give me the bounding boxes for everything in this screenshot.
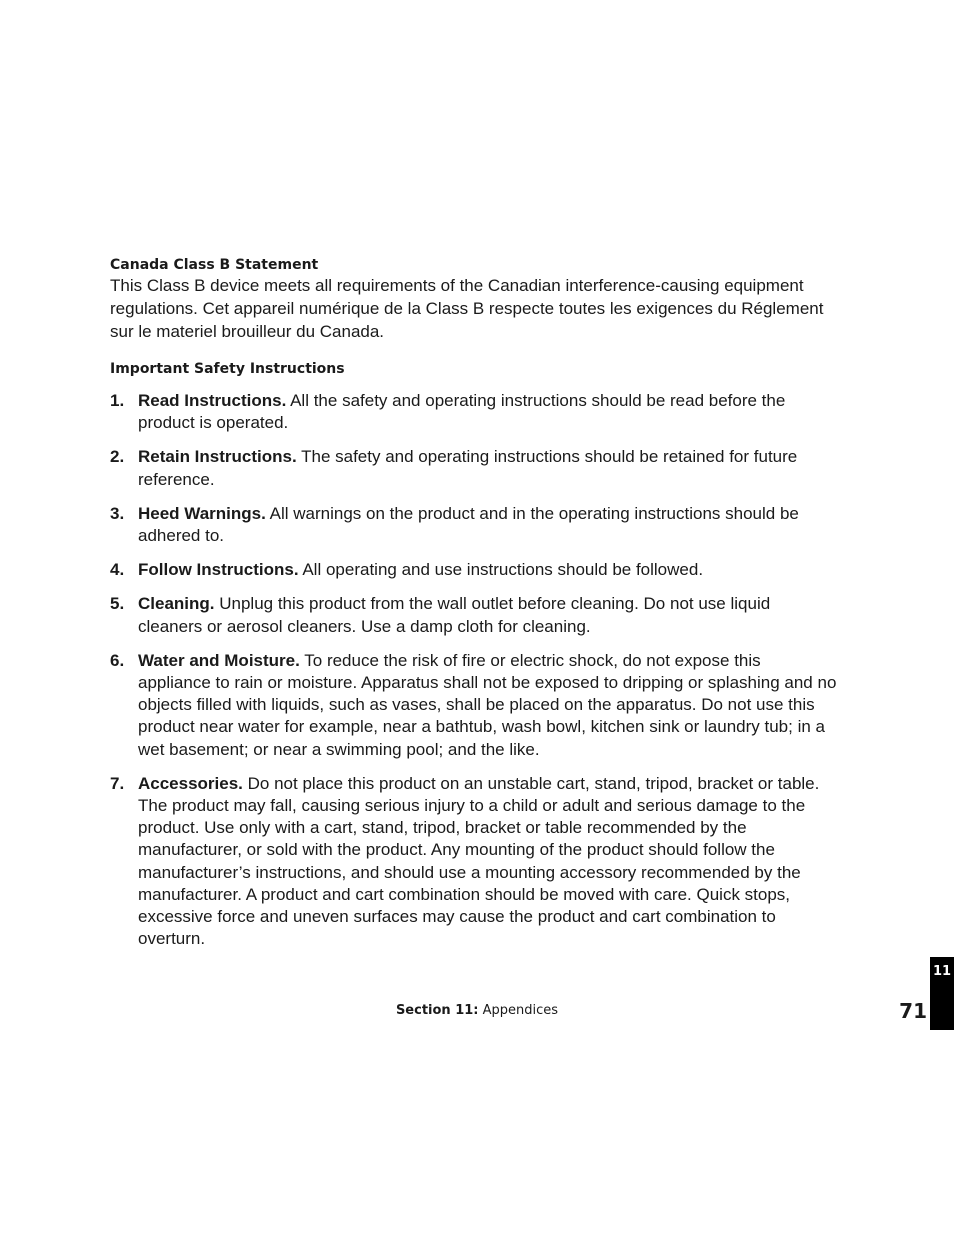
item-title: Read Instructions. <box>138 391 287 410</box>
page-footer <box>0 1002 954 1020</box>
item-number: 3. <box>110 503 125 523</box>
item-title: Water and Moisture. <box>138 650 300 670</box>
section-tab-number: 11 <box>932 964 952 979</box>
list-item <box>110 593 838 637</box>
item-text: Unplug this product from the wall outlet before cleaning. Do not use liquid cleaners or aerosol cleaners. Use a damp cloth for cleaning. <box>138 594 771 636</box>
item-text: Do not place this product on an unstable cart, stand, tripod, bracket or table. The product may fall, causing serious injury to a child or adult and serious damage to the product. Use only with a cart, stand, tripod, bracket or table recommended by the manufacturer, or sold with the product. Any mounting of the product should follow the manufacturer’s instructions, and should use a mounting accessory recommended by the manufacturer. A product and cart combination should be moved with care. Quick stops, excessive force and uneven surfaces may cause the product and cart combination to overturn. <box>138 773 820 949</box>
list-item <box>110 559 838 581</box>
section-tab <box>930 957 954 1030</box>
list-item <box>110 503 838 547</box>
item-title: Cleaning. <box>138 594 215 614</box>
item-title: Follow Instructions. <box>138 560 299 580</box>
list-item <box>110 390 838 434</box>
item-number: 7. <box>110 773 125 793</box>
canada-heading: Canada Class B Statement <box>110 257 319 273</box>
safety-list <box>110 390 838 950</box>
item-number: 6. <box>110 650 125 670</box>
footer-section-label: Section 11: <box>395 1003 479 1018</box>
item-title: Retain Instructions. <box>138 447 297 467</box>
item-text: All operating and use instructions should be followed. <box>298 560 704 580</box>
item-text: To reduce the risk of fire or electric shock, do not expose this appliance to rain or moisture. Apparatus shall not be exposed to dripping or splashing and no objects filled with liquids, such as vases, shall be placed on the apparatus. Do not use this product near water for example, near a bathtub, wash bowl, kitchen sink or laundry tub; in a wet basement; or near a swimming pool; and the like. <box>138 650 837 759</box>
page-content <box>110 256 838 962</box>
list-item <box>110 773 838 951</box>
item-number: 4. <box>110 560 125 580</box>
list-item <box>110 446 838 490</box>
item-text: All the safety and operating instructions should be read before the product is operated. <box>138 391 786 433</box>
footer-section-name: Appendices <box>478 1003 559 1018</box>
list-item <box>110 650 838 761</box>
canada-statement: This Class B device meets all requirements of the Canadian interference-causing equipment regulations. Cet appareil numérique de la Class B respecte toutes les exigences du Réglement sur le materiel brouilleur du Canada. <box>110 276 824 341</box>
item-text: The safety and operating instructions should be retained for future reference. <box>138 447 798 489</box>
safety-heading: Important Safety Instructions <box>110 361 345 377</box>
item-number: 5. <box>110 594 125 614</box>
item-number: 1. <box>110 391 125 410</box>
item-title: Accessories. <box>138 773 243 793</box>
item-number: 2. <box>110 447 125 467</box>
page-number: 71 <box>899 999 927 1023</box>
item-text: All warnings on the product and in the operating instructions should be adhered to. <box>138 503 799 546</box>
item-title: Heed Warnings. <box>138 503 266 523</box>
